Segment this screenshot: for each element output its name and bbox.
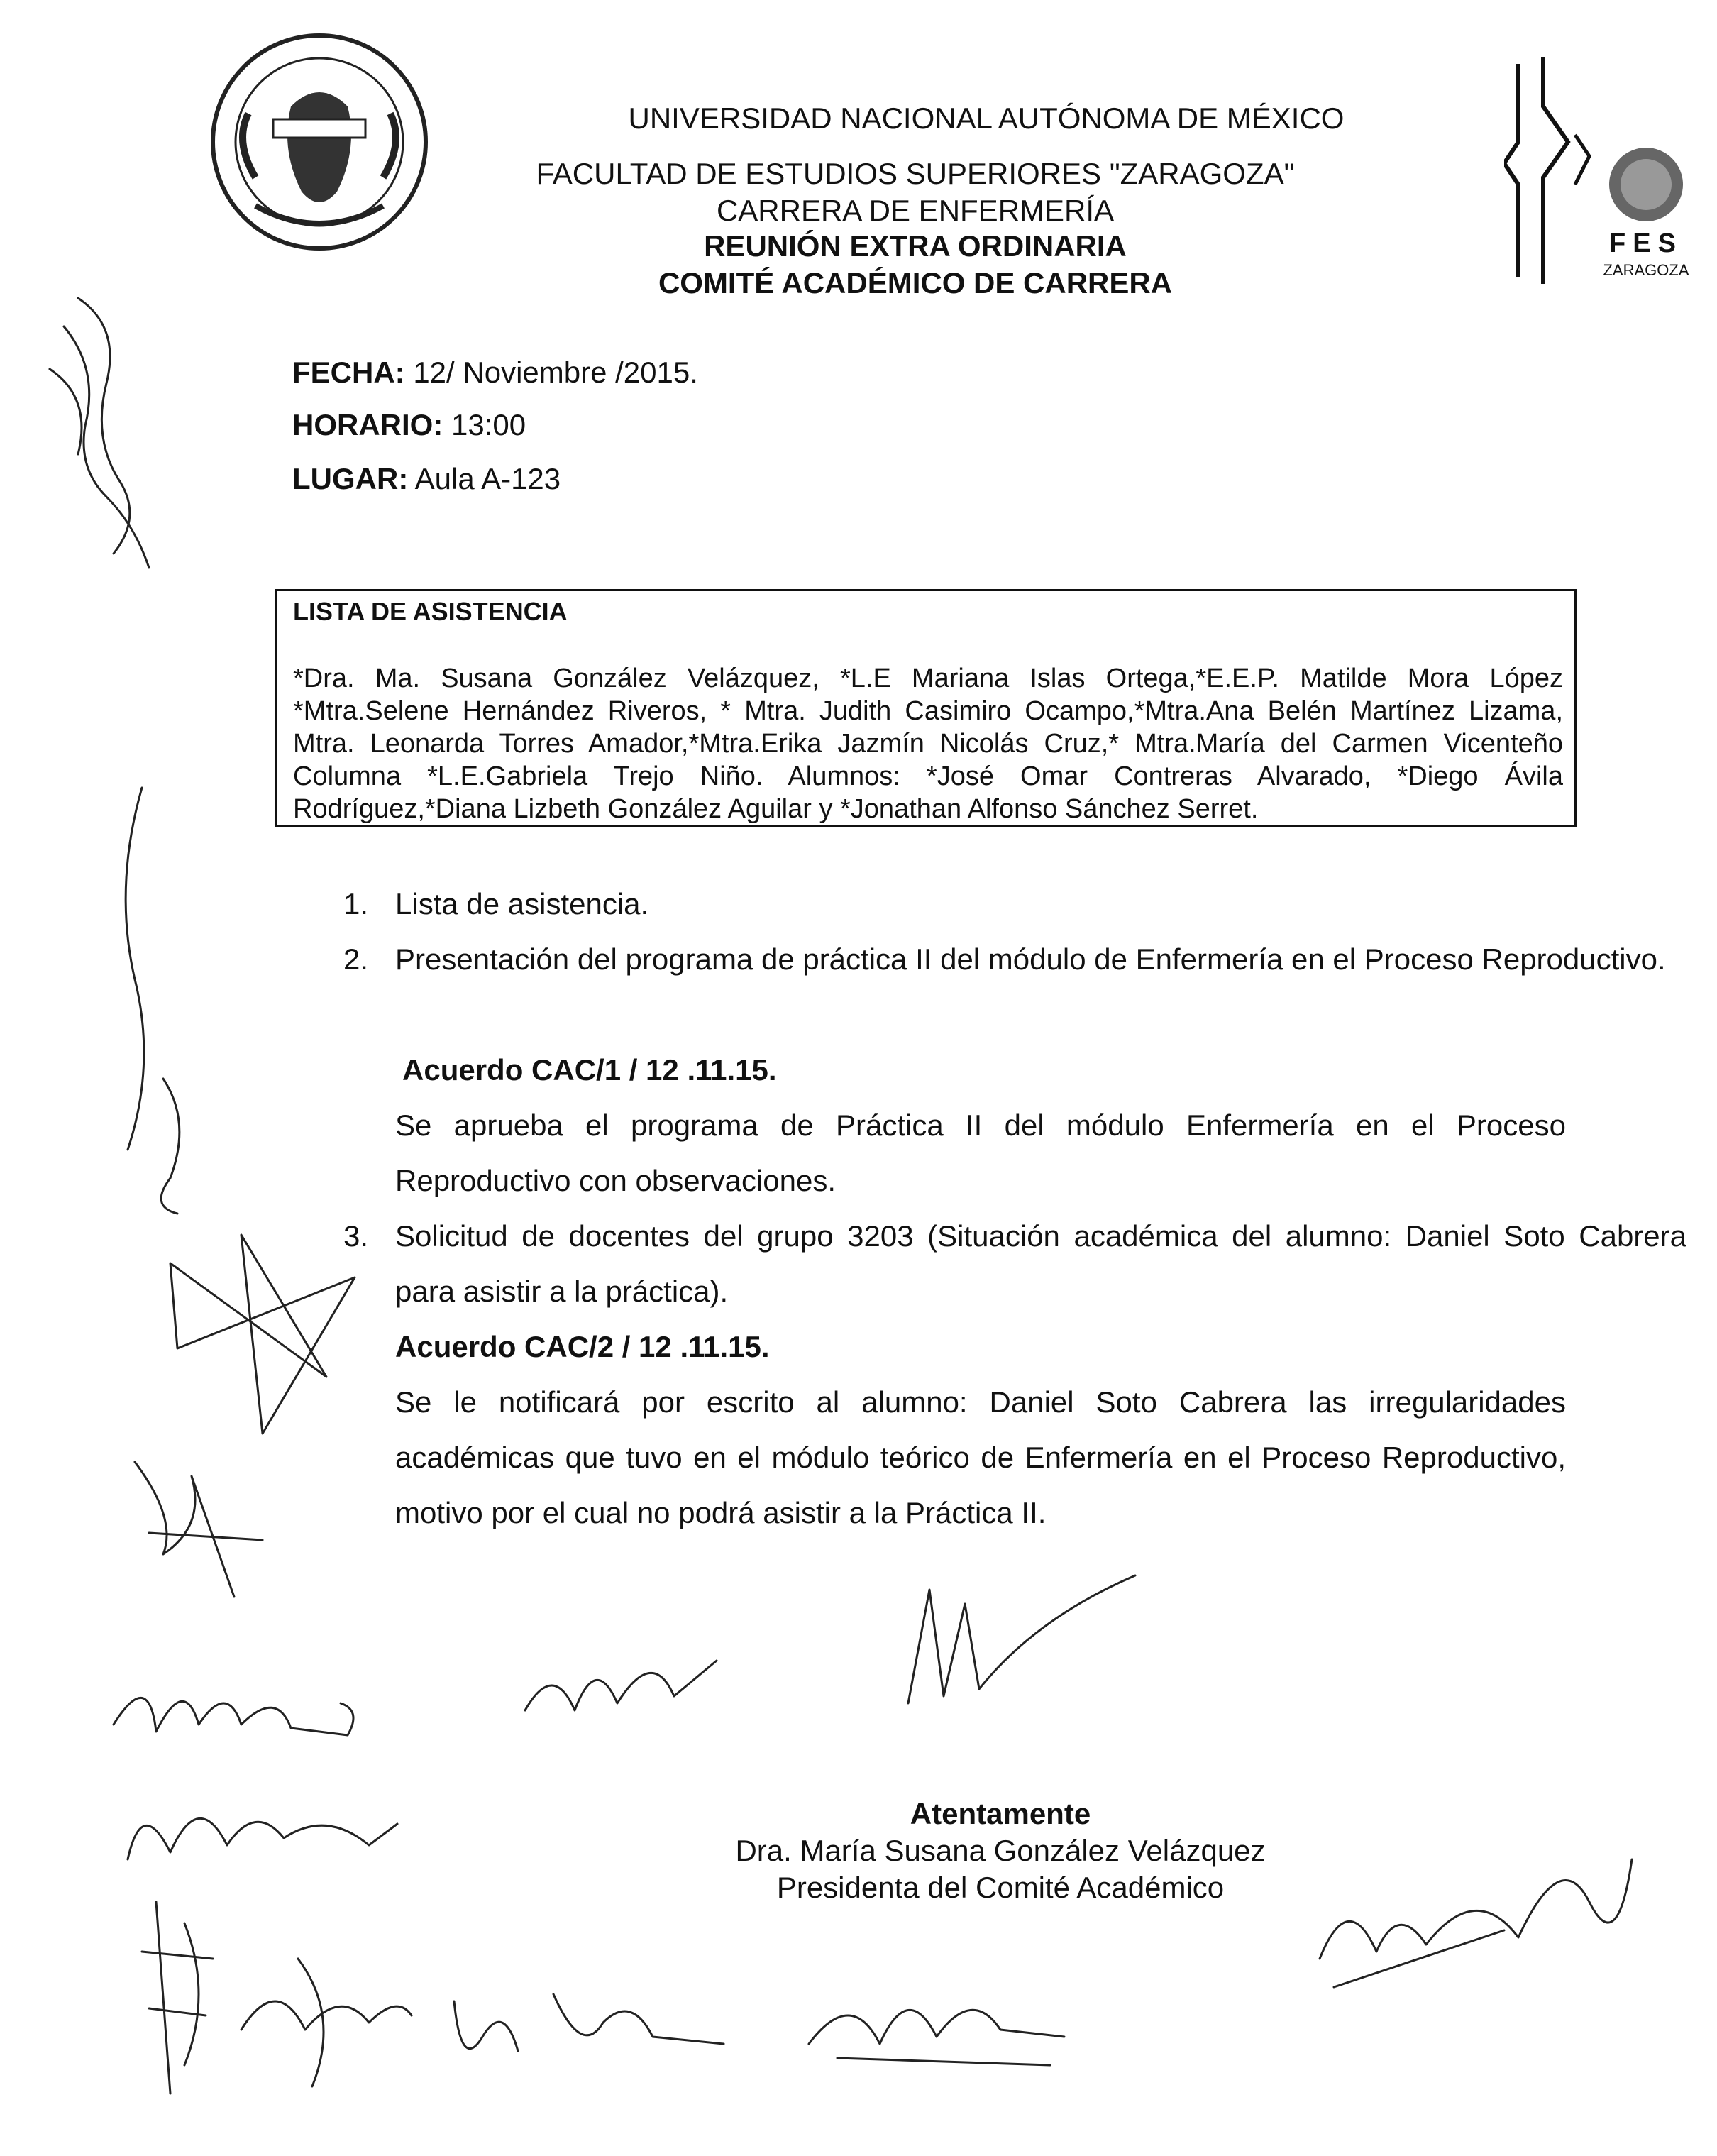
acuerdo-2-text: Se le notificará por escrito al alumno: Daniel Soto Cabrera las irregularidades académicas que tuvo en el módulo teórico de Enfermería en el Proceso Reproductivo, motivo por el cual no podrá asistir a la Práctica II. bbox=[395, 1385, 1566, 1529]
signature-bottom-center-3 bbox=[440, 1973, 738, 2090]
fecha-line bbox=[292, 355, 698, 390]
signature-bottom-left-3 bbox=[128, 1895, 227, 2111]
university-title: UNIVERSIDAD NACIONAL AUTÓNOMA DE MÉXICO bbox=[628, 101, 1345, 135]
faculty-title: FACULTAD DE ESTUDIOS SUPERIORES "ZARAGOZA" bbox=[536, 157, 1295, 190]
signature-bottom-left-4 bbox=[227, 1945, 426, 2104]
lugar-line bbox=[292, 461, 561, 497]
signature-bottom-left-1 bbox=[106, 1661, 376, 1749]
fes-logo-text: FES bbox=[1609, 229, 1683, 258]
item-1-number: 1. bbox=[343, 887, 369, 920]
signature-bottom-center-2 bbox=[880, 1561, 1149, 1721]
closing-role: Presidenta del Comité Académico bbox=[776, 1871, 1225, 1904]
acuerdo-1-title: Acuerdo CAC/1 / 12 .11.15. bbox=[402, 1053, 777, 1087]
signature-bottom-center-1 bbox=[511, 1632, 738, 1735]
meeting-title: REUNIÓN EXTRA ORDINARIA bbox=[704, 229, 1127, 263]
lugar-label: LUGAR: bbox=[292, 462, 409, 495]
signature-president bbox=[1291, 1817, 1646, 2019]
item-1-text: Lista de asistencia. bbox=[395, 887, 649, 920]
item-2-number: 2. bbox=[343, 942, 369, 976]
signature-bottom-center-4 bbox=[795, 1959, 1078, 2076]
item-3-number: 3. bbox=[343, 1219, 369, 1253]
lugar-value: Aula A-123 bbox=[408, 462, 561, 495]
attendance-title: LISTA DE ASISTENCIA bbox=[293, 597, 568, 626]
committee-title: COMITÉ ACADÉMICO DE CARRERA bbox=[658, 266, 1173, 299]
fecha-label: FECHA: bbox=[292, 356, 405, 389]
item-3-text: Solicitud de docentes del grupo 3203 (Situación académica del alumno: Daniel Soto Cabrera para asistir a la práctica). bbox=[395, 1219, 1686, 1308]
signature-star bbox=[156, 1206, 369, 1444]
signature-left-lower bbox=[121, 1419, 291, 1636]
item-2-text: Presentación del programa de práctica II del módulo de Enfermería en el Proceso Reproductivo. bbox=[395, 942, 1666, 976]
horario-line bbox=[292, 407, 526, 443]
fes-logo-subtext: ZARAGOZA bbox=[1603, 261, 1689, 279]
acuerdo-2-title: Acuerdo CAC/2 / 12 .11.15. bbox=[395, 1330, 770, 1363]
signature-bottom-left-2 bbox=[114, 1767, 412, 1884]
signature-margin-middle bbox=[85, 781, 199, 1224]
horario-label: HORARIO: bbox=[292, 408, 443, 441]
signature-margin-top bbox=[35, 284, 177, 585]
closing-atentamente: Atentamente bbox=[910, 1797, 1091, 1830]
attendance-list: *Dra. Ma. Susana González Velázquez, *L.E Mariana Islas Ortega,*E.E.P. Matilde Mora López *Mtra.Selene Hernández Riveros, * Mtra. Judith Casimiro Ocampo,*Mtra.Ana Belén Martínez Lizama, Mtra. Leonarda Torres Amador,*Mtra.Erika Jazmín Nicolás Cruz,* Mtra.María del Carmen Vicenteño Columna *L.E.Gabriela Trejo Niño. Alumnos: *José Omar Contreras Alvarado, *Diego Ávila Rodríguez,*Diana Lizbeth González Aguilar y *Jonathan Alfonso Sánchez Serret. bbox=[293, 664, 1563, 824]
acuerdo-1-text: Se aprueba el programa de Práctica II del módulo Enfermería en el Proceso Reproductivo con observaciones. bbox=[395, 1109, 1566, 1197]
attendance-box bbox=[275, 589, 1577, 827]
fecha-value: 12/ Noviembre /2015. bbox=[404, 356, 698, 389]
closing-name: Dra. María Susana González Velázquez bbox=[735, 1834, 1266, 1867]
career-title: CARRERA DE ENFERMERÍA bbox=[716, 194, 1115, 227]
horario-value: 13:00 bbox=[443, 408, 526, 441]
